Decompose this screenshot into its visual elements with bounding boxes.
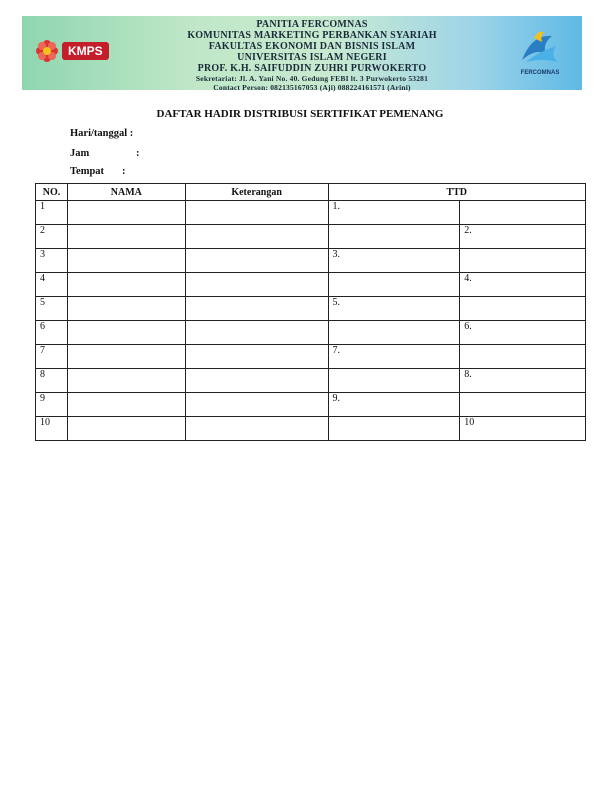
meta-date [70,128,133,139]
row-number: 8 [36,369,68,393]
letterhead-line-6: Sekretariat: Jl. A. Yani No. 40. Gedung FEBI lt. 3 Purwokerto 53281 [195,74,429,83]
keterangan-cell[interactable] [185,393,328,417]
table-row [36,345,586,369]
letterhead [22,16,582,90]
row-number: 3 [36,249,68,273]
fercomnas-logo-text: FERCOMNAS [520,70,560,76]
header-nama: NAMA [67,184,185,201]
name-cell[interactable] [67,297,185,321]
row-number: 9 [36,393,68,417]
name-cell[interactable] [67,321,185,345]
signature-right-cell[interactable]: 6. [460,321,586,345]
signature-right-cell[interactable] [460,393,586,417]
signature-right-cell[interactable]: 8. [460,369,586,393]
row-number: 6 [36,321,68,345]
letterhead-line-7: Contact Person: 082135167053 (Aji) 088224161571 (Arini) [213,83,411,92]
table-row [36,417,586,441]
table-row [36,369,586,393]
fercomnas-logo-icon [512,26,568,78]
name-cell[interactable] [67,273,185,297]
header-keterangan: Keterangan [185,184,328,201]
keterangan-cell[interactable] [185,273,328,297]
letterhead-line-4: UNIVERSITAS ISLAM NEGERI [237,52,387,63]
table-row [36,321,586,345]
keterangan-cell[interactable] [185,249,328,273]
letterhead-line-1: PANITIA FERCOMNAS [256,19,368,30]
meta-place [70,166,126,177]
table-row [36,273,586,297]
name-cell[interactable] [67,225,185,249]
keterangan-cell[interactable] [185,225,328,249]
letterhead-line-2: KOMUNITAS MARKETING PERBANKAN SYARIAH [187,30,437,41]
keterangan-cell[interactable] [185,297,328,321]
table-header-row [36,184,586,201]
row-number: 10 [36,417,68,441]
letterhead-line-5: PROF. K.H. SAIFUDDIN ZUHRI PURWOKERTO [197,63,427,74]
table-row [36,225,586,249]
keterangan-cell[interactable] [185,369,328,393]
header-ttd: TTD [328,184,585,201]
table-row [36,201,586,225]
row-number: 7 [36,345,68,369]
name-cell[interactable] [67,201,185,225]
signature-left-cell[interactable] [328,369,460,393]
signature-right-cell[interactable] [460,297,586,321]
page-title: DAFTAR HADIR DISTRIBUSI SERTIFIKAT PEMENANG [156,108,444,120]
flower-icon [36,40,58,62]
meta-time-label: Jam [70,148,90,159]
signature-left-cell[interactable] [328,273,460,297]
keterangan-cell[interactable] [185,345,328,369]
name-cell[interactable] [67,393,185,417]
keterangan-cell[interactable] [185,201,328,225]
signature-left-cell[interactable]: 7. [328,345,460,369]
signature-left-cell[interactable] [328,321,460,345]
row-number: 5 [36,297,68,321]
letterhead-line-3: FAKULTAS EKONOMI DAN BISNIS ISLAM [208,41,416,52]
signature-right-cell[interactable] [460,201,586,225]
signature-right-cell[interactable]: 2. [460,225,586,249]
signature-right-cell[interactable]: 10 [460,417,586,441]
meta-time-colon: : [136,148,140,159]
meta-place-label: Tempat [70,166,105,177]
row-number: 2 [36,225,68,249]
meta-date-label: Hari/tanggal : [70,128,134,139]
signature-right-cell[interactable]: 4. [460,273,586,297]
row-number: 1 [36,201,68,225]
name-cell[interactable] [67,249,185,273]
table-row [36,249,586,273]
name-cell[interactable] [67,369,185,393]
signature-left-cell[interactable] [328,417,460,441]
signature-right-cell[interactable] [460,249,586,273]
kmps-logo [36,40,109,62]
signature-left-cell[interactable]: 1. [328,201,460,225]
table-row [36,297,586,321]
letterhead-text [142,19,482,92]
signature-left-cell[interactable] [328,225,460,249]
signature-left-cell[interactable]: 3. [328,249,460,273]
meta-place-colon: : [122,166,126,177]
row-number: 4 [36,273,68,297]
kmps-logo-text: KMPS [62,42,109,60]
meta-time [70,148,140,159]
name-cell[interactable] [67,345,185,369]
header-no: NO. [36,184,68,201]
signature-left-cell[interactable]: 5. [328,297,460,321]
table-row [36,393,586,417]
signature-left-cell[interactable]: 9. [328,393,460,417]
keterangan-cell[interactable] [185,417,328,441]
name-cell[interactable] [67,417,185,441]
keterangan-cell[interactable] [185,321,328,345]
signature-right-cell[interactable] [460,345,586,369]
attendance-table [35,183,586,441]
